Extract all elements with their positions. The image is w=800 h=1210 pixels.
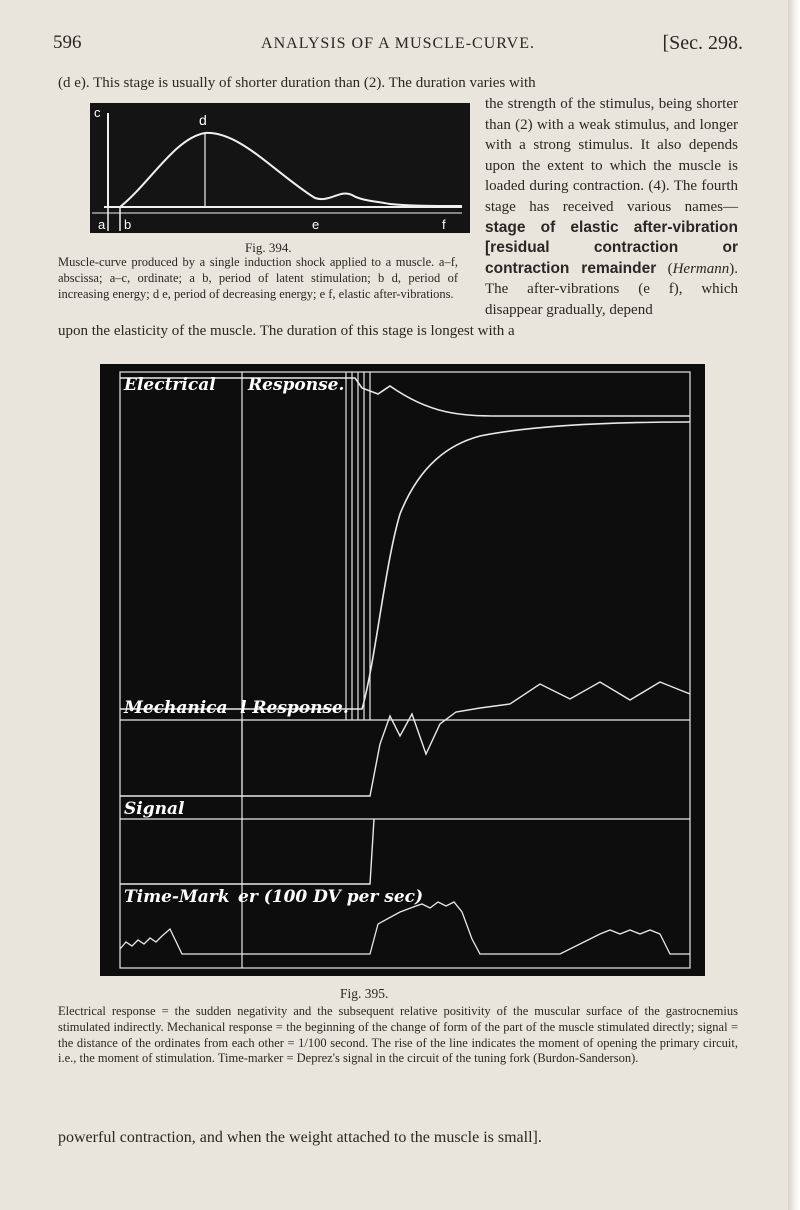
- section-number: [Sec. 298.: [662, 32, 743, 54]
- label-mechanical: Mechanica: [124, 698, 228, 718]
- label-time-marker: Time-Mark: [124, 887, 230, 907]
- page-number: 596: [53, 32, 82, 53]
- paragraph-text: (d e). This stage is usually of shorter duration than (2). The duration varies with: [58, 75, 536, 91]
- paragraph-text-a: the strength of the stimulus, being shorter than (2) with a weak stimulus, and longer with a strong stimulus. It also depends upon the extent to which the muscle is loaded during contraction.: [485, 96, 738, 195]
- bold-term: stage of elastic after-vibration [residual contraction or contraction remainder: [485, 218, 738, 277]
- paragraph-stage-four: [485, 94, 738, 321]
- letter-f: f: [442, 217, 446, 232]
- label-response-1: Response.: [248, 375, 345, 395]
- paragraph-continuation: powerful contraction, and when the weight attached to the muscle is small].: [58, 1129, 542, 1146]
- letter-e: e: [312, 217, 320, 232]
- author-hermann: Hermann: [672, 260, 730, 277]
- paragraph-stage-de: [58, 73, 738, 94]
- paragraph-elasticity: [58, 321, 738, 342]
- paragraph-text: upon the elasticity of the muscle. The duration of this stage is longest with a: [58, 323, 515, 339]
- label-electrical: Electrical: [124, 375, 216, 395]
- letter-c: c: [94, 105, 101, 120]
- figure-394-caption: Muscle-curve produced by a single induction shock applied to a muscle. a–f, abscissa; a–c, ordinate; a b, period of latent stimulation; b d, period of increasing energy; d e, period of decreasing energy; e f, elastic after-vibrations.: [58, 255, 458, 301]
- figure-395-response-tracings: [100, 364, 705, 976]
- figure-395-caption: Electrical response = the sudden negativity and the subsequent relative positivity of the muscular surface of the gastrocnemius stimulated indirectly. Mechanical response = the beginning of the change of form of the part of the muscle stimulated directly; signal = the distance of the ordinates from each other = 1/100 second. The rise of the line indicates the moment of opening the primary circuit, i.e., the moment of stimulation. Time-marker = Deprez's signal in the circuit of the tuning fork (Burdon-Sanderson).: [58, 1004, 738, 1066]
- running-title: ANALYSIS OF A MUSCLE-CURVE.: [261, 35, 535, 52]
- paragraph-text-b: (4). The fourth stage has received various names—: [485, 178, 739, 215]
- letter-a: a: [98, 217, 106, 232]
- label-response-2: l Response.: [240, 698, 349, 718]
- page-edge: [788, 0, 800, 1210]
- label-signal: Signal: [124, 799, 185, 819]
- letter-b: b: [124, 217, 132, 232]
- label-time-marker-rate: er (100 DV per sec): [238, 887, 424, 907]
- figure-394-label: Fig. 394.: [245, 240, 292, 255]
- letter-d: d: [199, 112, 207, 128]
- paragraph-text-d: ). The after-vibrations (e f), which disappear gradually, depend: [485, 260, 739, 318]
- paragraph-text-c: (: [656, 260, 673, 277]
- figure-394-muscle-curve: [90, 103, 470, 233]
- figure-395-label: Fig. 395.: [340, 986, 389, 1001]
- running-header: [53, 32, 743, 56]
